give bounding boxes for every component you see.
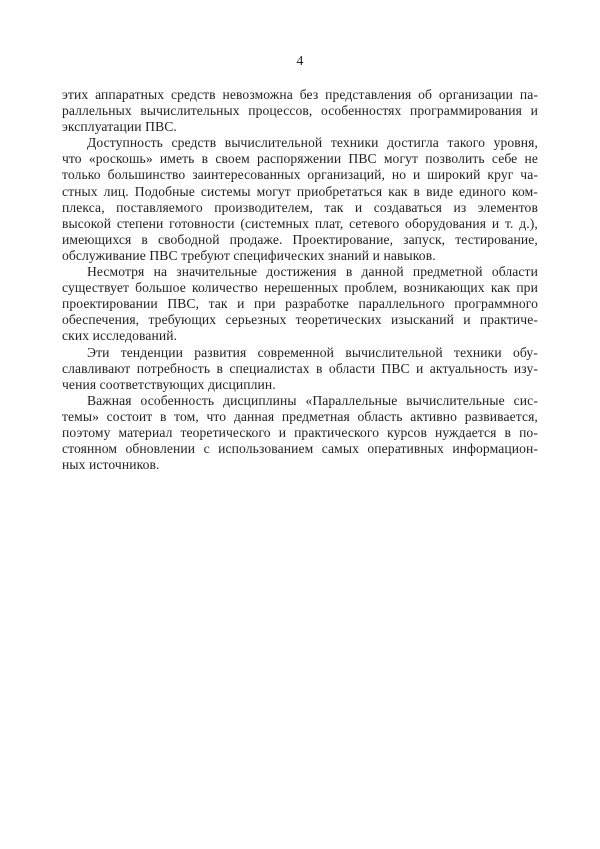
text-line: имеющихся в свободной продаже. Проектирование, запуск, тестирование, xyxy=(62,231,538,247)
text-line: темы» состоит в том, что данная предметная область активно развивается, xyxy=(62,408,538,424)
text-line: высокой степени готовности (системных плат, сетевого оборудования и т. д.), xyxy=(62,215,538,231)
text-line: раллельных вычислительных процессов, особенностях программирования и xyxy=(62,103,538,119)
text-line: плекса, поставляемого производителем, так и создаваться из элементов xyxy=(62,199,538,215)
text-line: поэтому материал теоретического и практического курсов нуждается в по- xyxy=(62,424,538,440)
text-line: ских исследований. xyxy=(62,328,178,344)
text-line: существует большое количество нерешенных проблем, возникающих как при xyxy=(62,280,538,296)
text-line: проектировании ПВС, так и при разработке параллельного программного xyxy=(62,296,538,312)
text-line: только большинство заинтересованных организаций, но и широкий круг ча- xyxy=(62,167,538,183)
text-line: этих аппаратных средств невозможна без представления об организации па- xyxy=(62,87,538,102)
text-line: стных лиц. Подобные системы могут приобретаться как в виде единого ком- xyxy=(62,183,538,199)
text-line: Важная особенность дисциплины «Параллельные вычислительные сис- xyxy=(87,392,538,408)
text-line: обеспечения, требующих серьезных теоретических изысканий и практиче- xyxy=(62,312,538,328)
text-line: славливают потребность в специалистах в области ПВС и актуальность изу- xyxy=(62,360,538,376)
text-line: Эти тенденции развития современной вычислительной техники обу- xyxy=(87,344,538,360)
text-line: обслуживание ПВС требуют специфических знаний и навыков. xyxy=(62,247,436,263)
text-line: эксплуатации ПВС. xyxy=(62,119,177,135)
text-line: ных источников. xyxy=(62,457,160,473)
text-line: стоянном обновлении с использованием самых оперативных информацион- xyxy=(62,441,538,457)
text-line: Доступность средств вычислительной техники достигла такого уровня, xyxy=(87,135,538,151)
page-body-text xyxy=(62,87,538,473)
page-number: 4 xyxy=(296,54,304,69)
text-line: чения соответствующих дисциплин. xyxy=(62,376,276,392)
text-line: что «роскошь» иметь в своем распоряжении ПВС могут позволить себе не xyxy=(62,151,538,167)
text-line: Несмотря на значительные достижения в данной предметной области xyxy=(87,264,538,280)
